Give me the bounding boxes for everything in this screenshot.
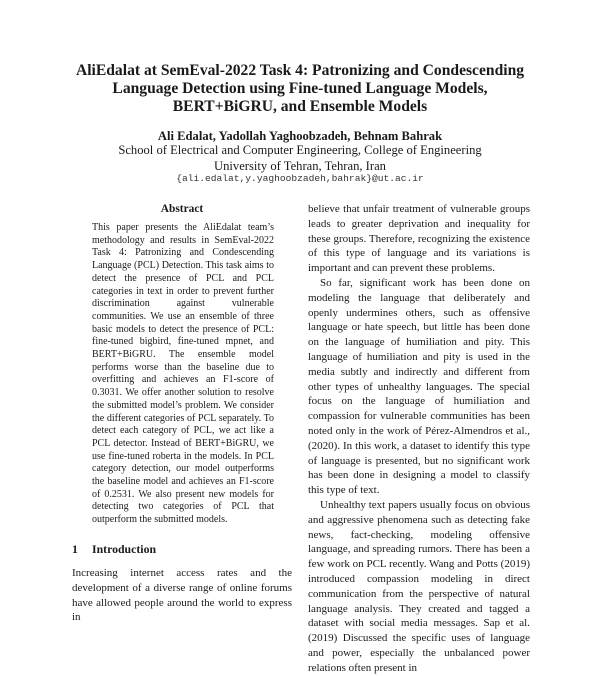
affiliation — [60, 143, 540, 174]
right-column — [308, 202, 530, 676]
paragraph: So far, significant work has been done on modeling the language that deliberately and openly undermines others, such as offensive language or hate speech, but little has been done on the language of humiliation and pity. This language of humiliation and pity is used in the media subtly and indirectly and different from other types of unhealthy languages. The special focus on the language of humiliation and compassion for vulnerable communities has been noted only in the work of Pérez-Almendros et al., (2020). In this work, a dataset to identify this type of language is presented, but no significant work has been done in designing a model to classify this type of text. — [308, 276, 530, 497]
affiliation-line: University of Tehran, Tehran, Iran — [214, 158, 386, 173]
paragraph: Unhealthy text papers usually focus on obvious and aggressive phenomena such as detecting fake news, fact-checking, modeling offensive language, and spreading rumors. There has been a few work on PCL recently. Wang and Potts (2019) introduced compassion modeling in direct communication from the perspective of natural language analysis. They created and tagged a dataset with social media messages. Sap et al. (2019) Discussed the specific uses of language and power, especially the unbalanced power relations often present in — [308, 498, 530, 674]
section-heading-introduction — [72, 542, 156, 557]
author-emails: {ali.edalat,y.yaghoobzadeh,bahrak}@ut.ac.ir — [176, 173, 424, 184]
abstract-text: This paper presents the AliEdalat team’s methodology and results in SemEval-2022 Task 4: Patronizing and Condescending Language (PCL) Detection. This task aims to detect the presence of PCL and PCL categories in text in order to prevent further discrimination against vulnerable communities. We use an ensemble of three basic models to detect the presence of PCL: fine-tuned bigbird, fine-tuned mpnet, and BERT+BiGRU. The ensemble model performs worse than the baseline due to overfitting and achieves an F1-score of 0.3031. We offer another solution to resolve the submitted model’s problem. We consider the different categories of PCL separately. To detect each category of PCL, we act like a PCL detector. Instead of BERT+BiGRU, we use fine-tuned roberta in the models. In PCL category detection, our model outperforms the baseline model and achieves an F1-score of 0.2531. We also present new models for detecting two categories of PCL that outperform the submitted models. — [92, 222, 274, 526]
title-line: BERT+BiGRU, and Ensemble Models — [172, 98, 428, 115]
section-title: Introduction — [92, 542, 157, 556]
title-line: AliEdalat at SemEval-2022 Task 4: Patronizing and Condescending — [75, 62, 525, 79]
author-list: Ali Edalat, Yadollah Yaghoobzadeh, Behnam Bahrak — [157, 129, 443, 143]
paragraph: believe that unfair treatment of vulnerable groups leads to greater deprivation and inequality for these groups. Therefore, recognizing the existence of this type of language and its variations is important and can prevent these problems. — [308, 203, 530, 275]
affiliation-line: School of Electrical and Computer Engineering, College of Engineering — [118, 143, 482, 157]
paper-title — [60, 62, 540, 116]
title-line: Language Detection using Fine-tuned Language Models, — [112, 80, 488, 97]
abstract-heading: Abstract — [160, 203, 204, 215]
section-number: 1 — [72, 542, 78, 556]
introduction-text: Increasing internet access rates and the development of a diverse range of online forums have allowed people around the world to express in — [72, 567, 292, 624]
